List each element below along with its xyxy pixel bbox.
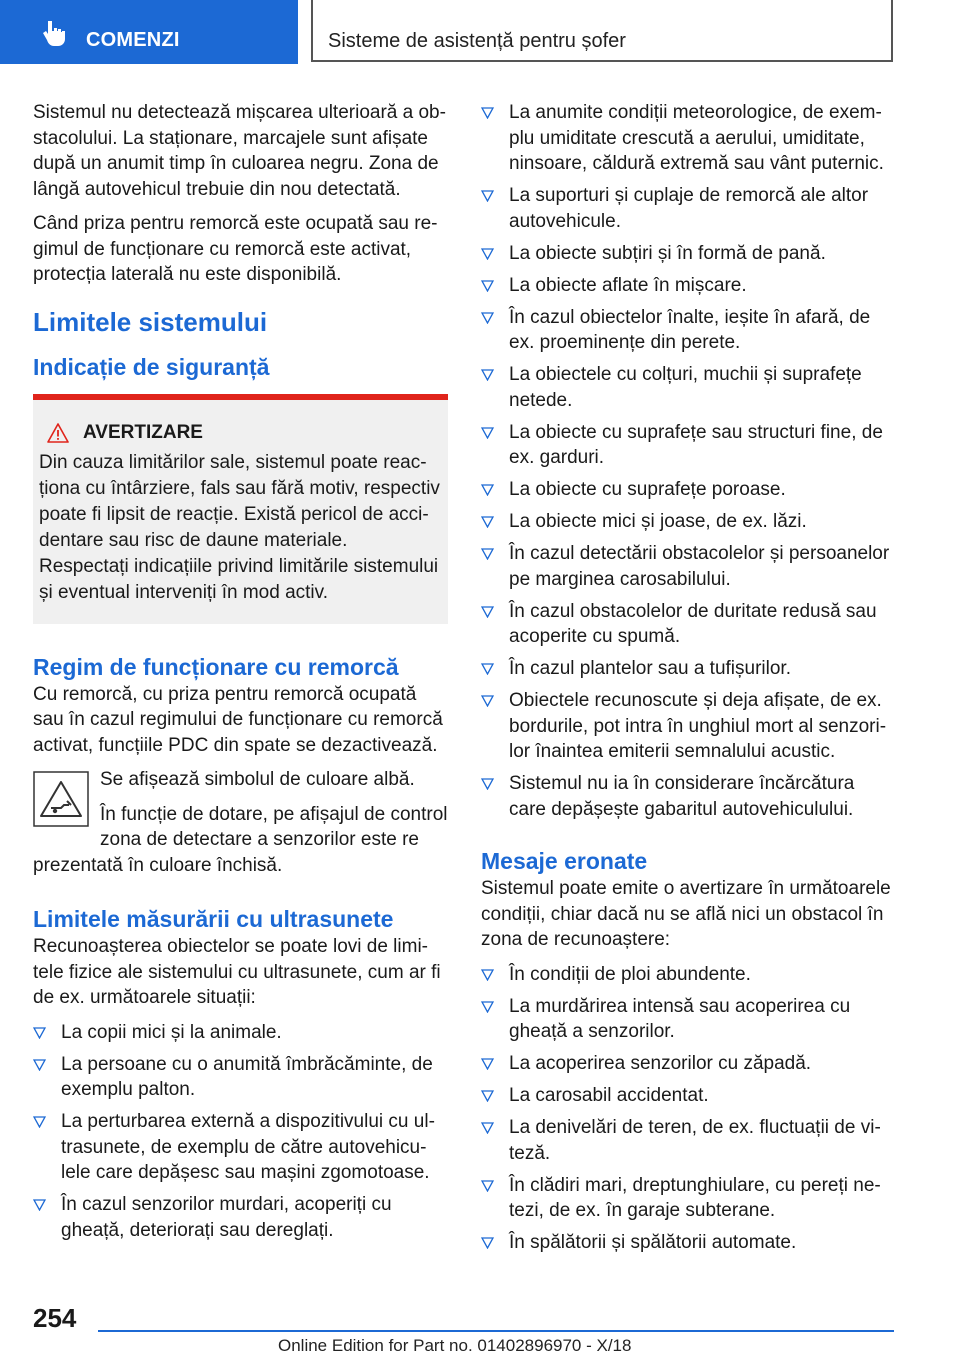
list-item [481,241,893,267]
right-column [481,100,893,1262]
heading-safety: Indicație de siguranță [33,353,270,380]
bullet-triangle-icon [481,248,494,260]
section-title: Sisteme de asistență pentru șofer [328,30,626,52]
heading-ultrasound: Limitele măsurării cu ultrasunete [33,906,394,932]
list-item [481,509,893,535]
list-item [481,962,893,988]
list-item [481,656,893,682]
bullet-triangle-icon [481,484,494,496]
list-item [481,541,893,592]
list-item-text: La suporturi și cuplaje de remorcă ale altor autovehicule. [509,185,869,232]
paragraph: prezentată în culoare închisă. [33,854,283,876]
pointing-hand-icon [42,20,66,46]
warning-title [39,422,440,444]
bullet-triangle-icon [481,606,494,618]
conditions-list [481,100,893,822]
bullet-triangle-icon [481,107,494,119]
error-conditions-list [481,962,893,1256]
section-title-tab [311,0,893,62]
list-item-text: La copii mici și la animale. [61,1021,282,1043]
list-item [481,1230,893,1256]
heading-errors: Mesaje eronate [481,848,648,874]
bullet-triangle-icon [481,1237,494,1249]
list-item [33,1052,448,1103]
list-item-text: La obiecte mici și joase, de ex. lăzi. [509,511,807,532]
list-item-text: În spălătorii și spălătorii automate. [509,1232,797,1253]
list-item [481,362,893,413]
list-item-text: Sistemul nu ia în considerare încărcătura care depășește gabaritul autovehiculului. [509,773,855,820]
bullet-triangle-icon [481,1090,494,1102]
bullet-triangle-icon [481,427,494,439]
list-item-text: În cazul obiectelor înalte, ieșite în afară, de ex. proeminențe din perete. [509,306,871,353]
symbol-paragraph [33,767,448,878]
footer-edition: Online Edition for Part no. 01402896970 - X/18 [278,1336,632,1355]
list-item [481,1173,893,1224]
list-item [481,1083,893,1109]
ultrasound-limits-list [33,1020,448,1244]
list-item-text: În cazul plantelor sau a tufișurilor. [509,658,791,679]
list-item [481,688,893,765]
bullet-triangle-icon [33,1116,46,1128]
paragraph: Recunoașterea obiectelor se poate lovi de limitele fizice ale sistemului cu ultrasunete, cum ar fi de ex. următoarele situații: [33,936,441,1008]
bullet-triangle-icon [481,548,494,560]
warning-box [33,394,448,624]
bullet-triangle-icon [481,663,494,675]
list-item-text: În clădiri mari, dreptunghiulare, cu pereți netezi, de ex. în garaje subterane. [509,1174,881,1221]
bullet-triangle-icon [481,695,494,707]
list-item [481,100,893,177]
list-item-text: La carosabil accidentat. [509,1085,709,1106]
paragraph: Cu remorcă, cu priza pentru remorcă ocupată sau în cazul regimului de funcționare cu remorcă activat, funcțiile PDC din spate se dezactivează. [33,683,443,756]
list-item [481,1051,893,1077]
list-item [481,420,893,471]
list-item-text: În condiții de ploi abundente. [509,963,751,985]
list-item-text: La acoperirea senzorilor cu zăpadă. [509,1053,812,1074]
paragraph: În funcție de dotare, pe afișajul de control zona de detectare a senzorilor este re [100,803,448,850]
heading-limits: Limitele sistemului [33,306,268,337]
bullet-triangle-icon [481,1122,494,1134]
list-item [481,273,893,299]
bullet-triangle-icon [481,516,494,528]
paragraph: Când priza pentru remorcă este ocupată sau regimul de funcționare cu remorcă este activat, protecția laterală nu este disponibilă. [33,213,438,285]
bullet-triangle-icon [481,1058,494,1070]
list-item-text: La perturbarea externă a dispozitivului cu ultrasunete, de exemplu de către autovehiculele care depășesc sau mașini zgomotoase. [61,1111,435,1183]
list-item [33,1192,448,1243]
list-item-text: La obiecte cu suprafețe poroase. [509,479,786,500]
list-item [481,1115,893,1166]
warning-triangle-icon [47,423,69,443]
list-item [481,599,893,650]
list-item-text: La denivelări de teren, de ex. fluctuații de viteză. [509,1117,881,1164]
bullet-triangle-icon [481,1001,494,1013]
bullet-triangle-icon [33,1027,46,1039]
bullet-triangle-icon [481,1180,494,1192]
list-item-text: La murdărirea intensă sau acoperirea cu gheață a senzorilor. [509,995,851,1042]
list-item-text: În cazul obstacolelor de duritate redusă sau acoperite cu spumă. [509,600,877,647]
bullet-triangle-icon [481,969,494,981]
list-item [481,183,893,234]
list-item [33,1020,448,1046]
tab-comenzi[interactable] [0,0,298,64]
page-number: 254 [33,1303,77,1333]
bullet-triangle-icon [481,190,494,202]
list-item-text: La obiecte cu suprafețe sau structuri fine, de ex. garduri. [509,421,883,468]
list-item-text: La obiecte subțiri și în formă de pană. [509,242,826,264]
list-item [481,477,893,503]
list-item [481,994,893,1045]
list-item [33,1109,448,1186]
bullet-triangle-icon [481,280,494,292]
bullet-triangle-icon [481,369,494,381]
trailer-warning-symbol-icon [33,771,89,827]
list-item-text: Obiectele recunoscute și deja afișate, de ex. bordurile, pot intra în unghiul mort al senzorilor înaintea emiterii semnalului acustic. [509,690,887,762]
list-item-text: La obiecte aflate în mișcare. [509,274,747,296]
paragraph: Sistemul poate emite o avertizare în următoarele condiții, chiar dacă nu se află nici un obstacol în zona de recunoaștere: [481,878,891,950]
list-item-text: La obiectele cu colțuri, muchii și suprafețe netede. [509,364,862,411]
warning-title-text: AVERTIZARE [83,421,203,443]
list-item-text: În cazul senzorilor murdari, acoperiți cu gheață, deteriorați sau dereglați. [61,1194,392,1241]
list-item-text: La persoane cu o anumită îmbrăcăminte, de exemplu palton. [61,1053,433,1100]
list-item-text: La anumite condiții meteorologice, de exemplu umiditate crescută a aerului, umiditate, ninsoare, căldură extremă sau vânt puternic. [509,102,884,174]
footer-divider [98,1330,894,1332]
left-column [33,100,448,1250]
heading-trailer: Regim de funcționare cu remorcă [33,653,399,680]
bullet-triangle-icon [33,1059,46,1071]
bullet-triangle-icon [481,312,494,324]
list-item-text: În cazul detectării obstacolelor și persoanelor pe marginea carosabilului. [509,543,890,590]
list-item [481,771,893,822]
paragraph: Se afișează simbolul de culoare albă. [100,769,415,790]
paragraph: Sistemul nu detectează mișcarea ulterioară a obstacolului. La staționare, marcajele sunt afișate după un anumit timp în culoarea negru. Zona de lângă autovehicul trebuie din nou detectată. [33,102,446,200]
warning-body: Din cauza limitărilor sale, sistemul poate reacționa cu întârziere, fals sau fără motiv, respectiv poate fi lipsit de reacție. Există pericol de accidentare sau risc de daune materiale. Respectați indicațiile privind limitările sistemului și eventual interveniți în mod activ. [39,451,440,603]
tab-comenzi-label: COMENZI [86,29,180,51]
bullet-triangle-icon [33,1199,46,1211]
bullet-triangle-icon [481,778,494,790]
list-item [481,305,893,356]
